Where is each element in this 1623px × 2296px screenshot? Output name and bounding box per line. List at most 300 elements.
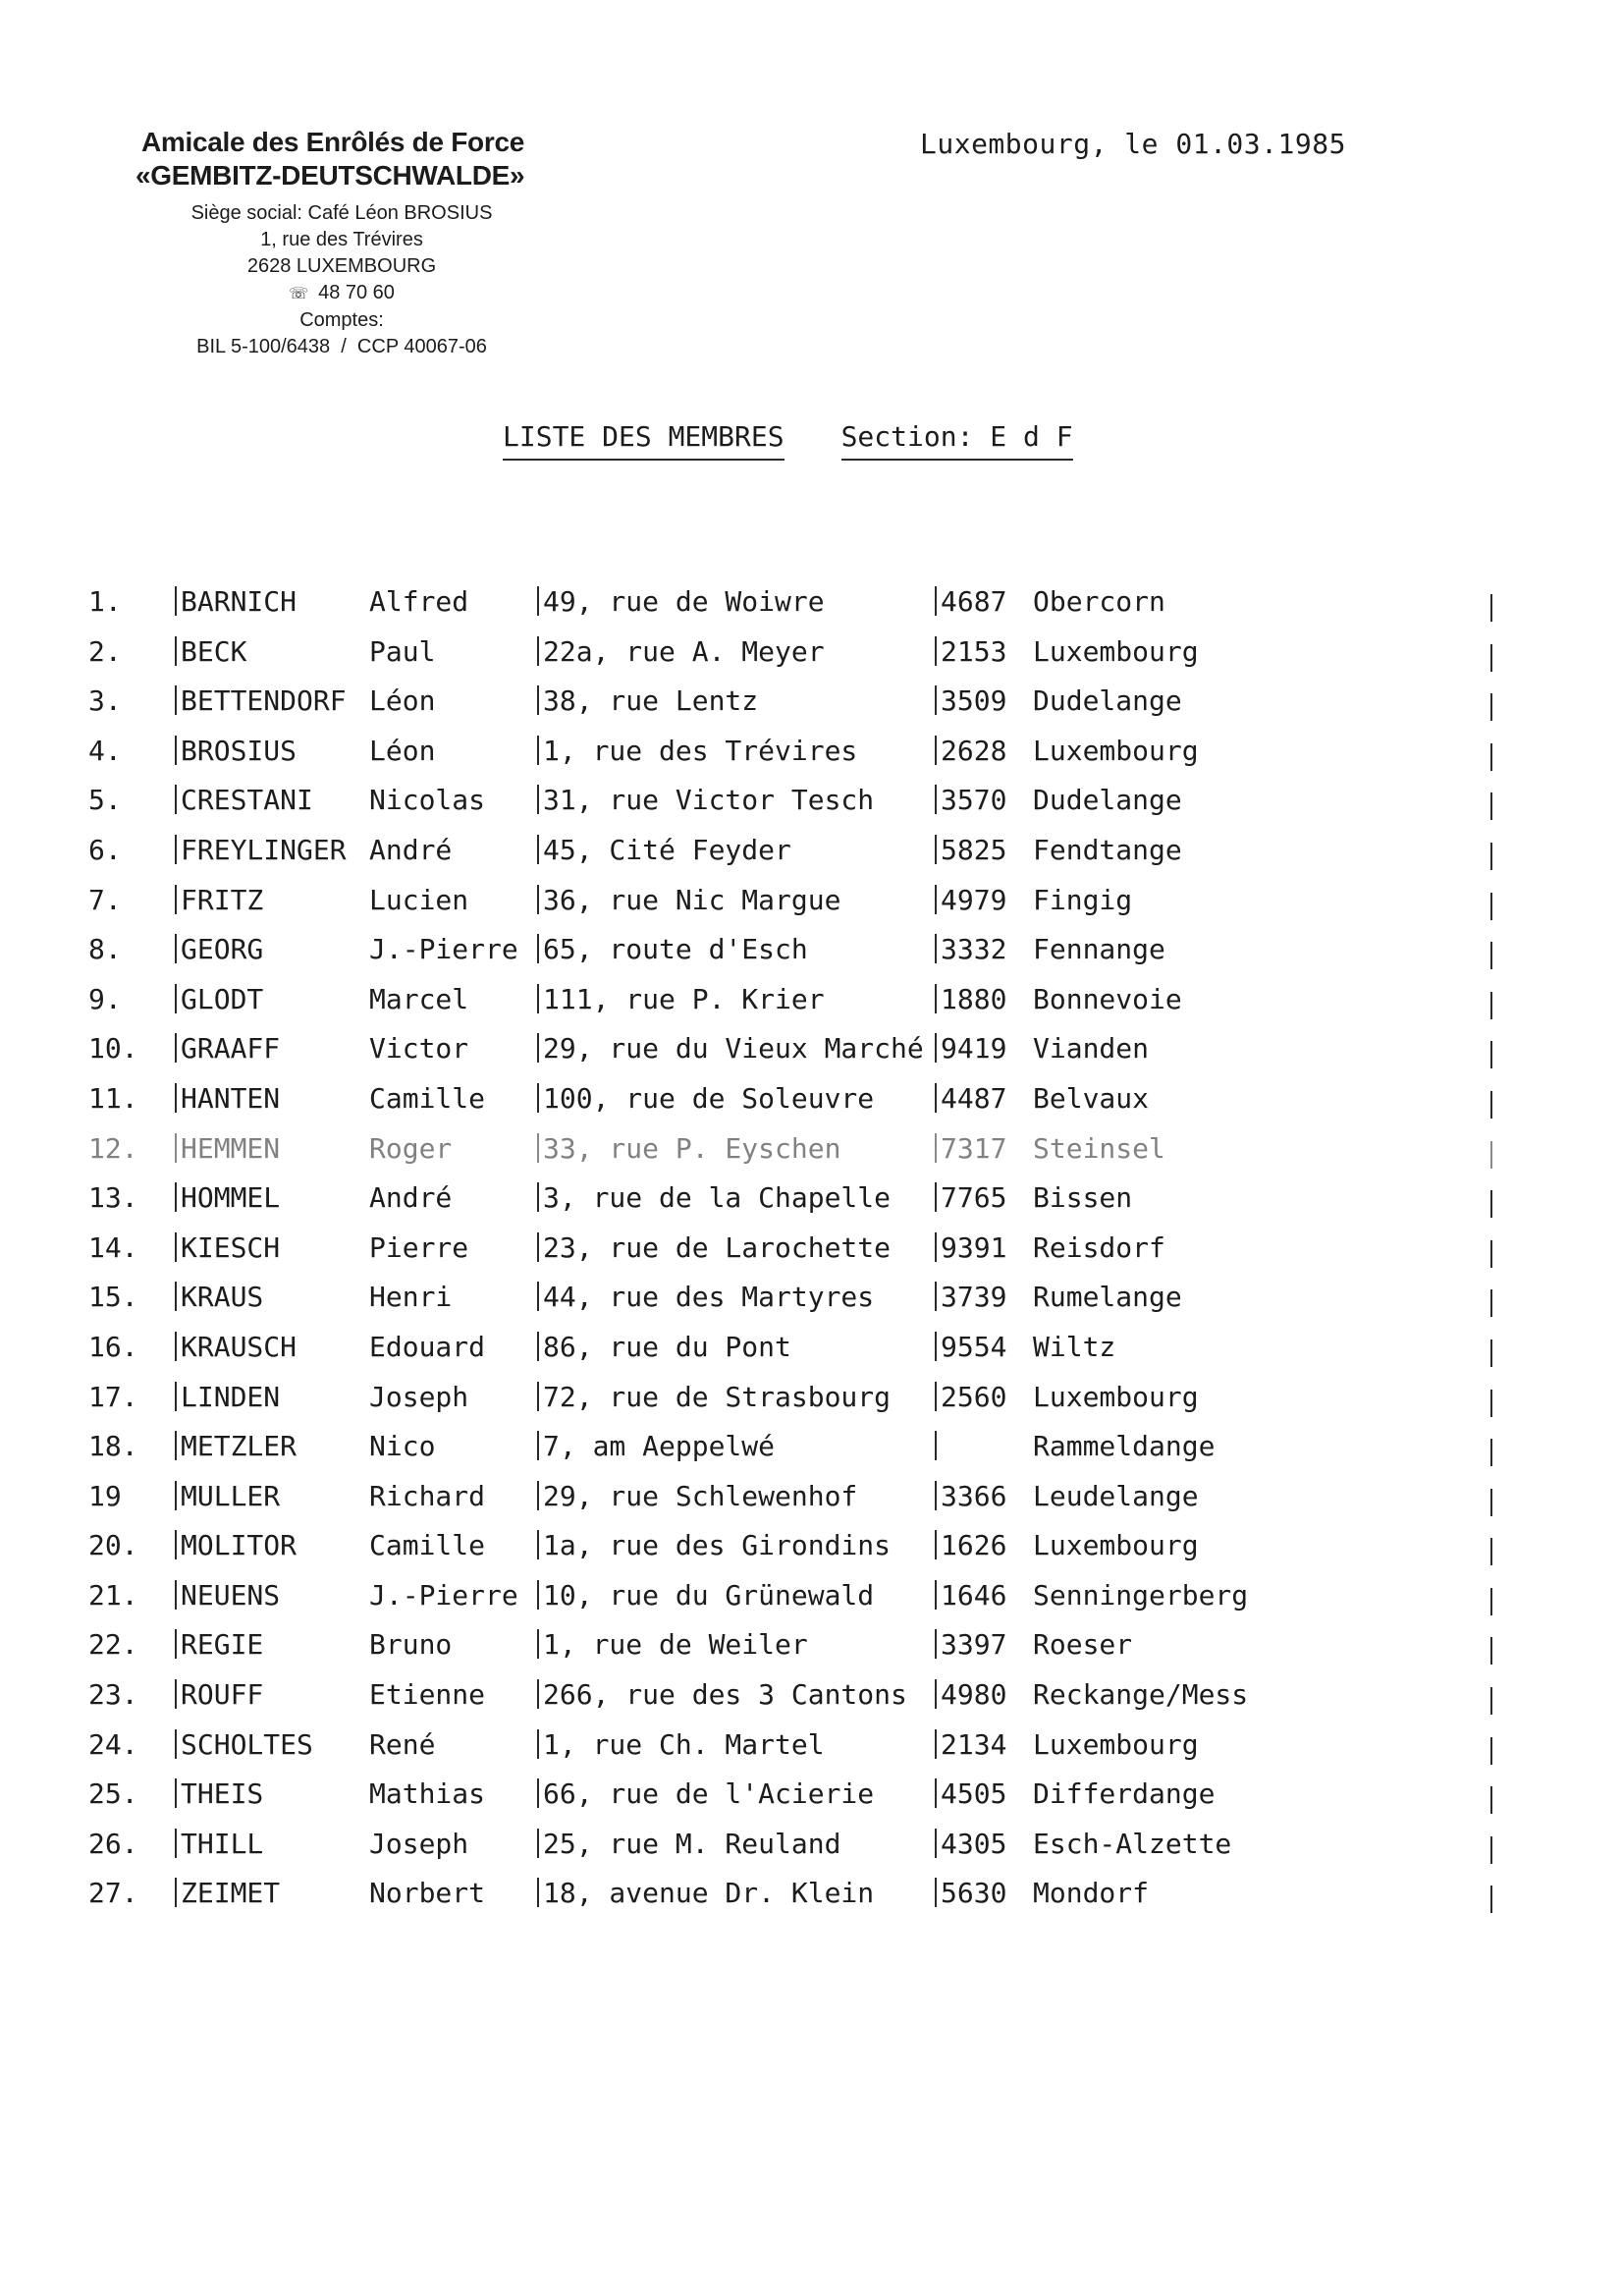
member-number bbox=[88, 1725, 138, 1765]
row-end-mark bbox=[1490, 1390, 1492, 1417]
member-street-text: 33, rue P. Eyschen bbox=[543, 1131, 841, 1165]
member-last-name bbox=[175, 1725, 313, 1765]
member-last-name-text: SCHOLTES bbox=[181, 1727, 313, 1761]
member-row bbox=[88, 682, 1512, 732]
member-last-name bbox=[175, 1675, 263, 1715]
address-line: 2628 LUXEMBOURG bbox=[246, 255, 437, 277]
member-city bbox=[1033, 980, 1182, 1019]
member-number bbox=[88, 930, 122, 969]
member-city-text: Luxembourg bbox=[1033, 734, 1199, 767]
member-street bbox=[537, 1378, 891, 1417]
member-number-text: 3. bbox=[88, 684, 122, 718]
column-separator bbox=[537, 1580, 539, 1610]
member-first-name-text: Pierre bbox=[369, 1230, 469, 1264]
member-row bbox=[88, 582, 1512, 632]
column-separator bbox=[537, 1481, 539, 1510]
row-end-mark bbox=[1490, 1836, 1492, 1864]
member-city bbox=[1033, 881, 1132, 920]
column-separator bbox=[935, 586, 937, 616]
member-city bbox=[1033, 1477, 1199, 1516]
row-end-mark bbox=[1490, 1489, 1492, 1516]
member-number bbox=[88, 980, 122, 1019]
member-last-name bbox=[175, 1229, 280, 1268]
column-separator bbox=[935, 835, 937, 864]
member-first-name-text: Marcel bbox=[369, 982, 469, 1015]
member-number bbox=[88, 1825, 138, 1864]
member-row bbox=[88, 1178, 1512, 1229]
member-row bbox=[88, 1874, 1512, 1924]
member-postcode bbox=[935, 1725, 1006, 1765]
member-city bbox=[1033, 1874, 1149, 1913]
member-number-text: 26. bbox=[88, 1827, 138, 1860]
member-city-text: Dudelange bbox=[1033, 684, 1182, 718]
member-city bbox=[1033, 1526, 1199, 1565]
member-row bbox=[88, 1278, 1512, 1328]
column-separator bbox=[935, 1778, 937, 1808]
member-row bbox=[88, 1477, 1512, 1527]
member-row bbox=[88, 1675, 1512, 1725]
member-street bbox=[537, 1576, 874, 1615]
member-number-text: 15. bbox=[88, 1281, 138, 1314]
member-postcode-text: 4505 bbox=[941, 1777, 1007, 1811]
member-number-text: 10. bbox=[88, 1032, 138, 1066]
member-postcode-text: 3739 bbox=[941, 1281, 1007, 1314]
column-separator bbox=[175, 736, 177, 765]
member-city-text: Luxembourg bbox=[1033, 1727, 1199, 1761]
member-postcode-text: 2628 bbox=[941, 734, 1007, 767]
column-separator bbox=[537, 1679, 539, 1709]
member-first-name bbox=[369, 732, 435, 771]
member-postcode-text: 1646 bbox=[941, 1578, 1007, 1612]
member-first-name bbox=[369, 1427, 435, 1466]
member-first-name-text: Nico bbox=[369, 1430, 436, 1463]
row-end-mark bbox=[1490, 1687, 1492, 1715]
member-number bbox=[88, 1576, 138, 1615]
member-first-name-text: Etienne bbox=[369, 1678, 486, 1712]
member-last-name bbox=[175, 1825, 263, 1864]
member-number bbox=[88, 1328, 138, 1367]
member-last-name-text: KIESCH bbox=[181, 1230, 281, 1264]
member-street-text: 86, rue du Pont bbox=[543, 1330, 791, 1363]
column-separator bbox=[537, 1332, 539, 1361]
member-last-name-text: LINDEN bbox=[181, 1380, 281, 1413]
column-separator bbox=[935, 1729, 937, 1759]
member-last-name-text: FREYLINGER bbox=[181, 833, 347, 866]
member-number-text: 11. bbox=[88, 1081, 138, 1115]
member-postcode-text: 3570 bbox=[941, 784, 1007, 817]
member-postcode bbox=[935, 1229, 1006, 1268]
member-city bbox=[1033, 1029, 1149, 1068]
member-row bbox=[88, 781, 1512, 831]
member-postcode-text: 3366 bbox=[941, 1479, 1007, 1512]
member-postcode-text: 4980 bbox=[941, 1678, 1007, 1712]
member-postcode-text: 2560 bbox=[941, 1380, 1007, 1413]
member-street bbox=[537, 1427, 775, 1466]
column-separator bbox=[175, 1232, 177, 1262]
member-row bbox=[88, 1328, 1512, 1378]
member-last-name bbox=[175, 632, 246, 672]
member-number-text: 12. bbox=[88, 1131, 138, 1165]
column-separator bbox=[175, 885, 177, 914]
member-row bbox=[88, 732, 1512, 782]
member-street-text: 49, rue de Woiwre bbox=[543, 585, 825, 618]
member-first-name bbox=[369, 1278, 452, 1317]
member-last-name bbox=[175, 831, 347, 870]
member-number bbox=[88, 1129, 138, 1169]
column-separator bbox=[935, 1530, 937, 1559]
member-city-text: Steinsel bbox=[1033, 1131, 1165, 1165]
member-street-text: 38, rue Lentz bbox=[543, 684, 759, 718]
member-last-name bbox=[175, 732, 297, 771]
column-separator bbox=[175, 636, 177, 666]
column-separator bbox=[935, 984, 937, 1013]
member-street bbox=[537, 881, 840, 920]
member-last-name-text: KRAUSCH bbox=[181, 1330, 298, 1363]
member-last-name bbox=[175, 1029, 280, 1068]
member-number-text: 19 bbox=[88, 1479, 122, 1512]
column-separator bbox=[935, 736, 937, 765]
member-street bbox=[537, 1775, 874, 1814]
member-postcode-text: 4305 bbox=[941, 1827, 1007, 1860]
row-end-mark bbox=[1490, 1737, 1492, 1765]
member-postcode bbox=[935, 1625, 1006, 1665]
member-number-text: 6. bbox=[88, 833, 122, 866]
member-first-name-text: Joseph bbox=[369, 1827, 469, 1860]
column-separator bbox=[935, 785, 937, 814]
column-separator bbox=[935, 1382, 937, 1411]
row-end-mark bbox=[1490, 942, 1492, 969]
row-end-mark bbox=[1490, 1637, 1492, 1665]
member-number bbox=[88, 1874, 138, 1913]
member-last-name bbox=[175, 582, 297, 622]
member-postcode-text: 4687 bbox=[941, 585, 1007, 618]
member-last-name bbox=[175, 1427, 297, 1466]
column-separator bbox=[537, 1232, 539, 1262]
member-row bbox=[88, 1029, 1512, 1079]
column-separator bbox=[175, 785, 177, 814]
member-first-name-text: Edouard bbox=[369, 1330, 486, 1363]
row-end-mark bbox=[1490, 1439, 1492, 1466]
row-end-mark bbox=[1490, 1339, 1492, 1367]
column-separator bbox=[935, 1282, 937, 1311]
member-postcode bbox=[935, 632, 1006, 672]
member-first-name bbox=[369, 881, 468, 920]
member-last-name-text: GLODT bbox=[181, 982, 264, 1015]
member-last-name-text: METZLER bbox=[181, 1430, 298, 1463]
member-number bbox=[88, 1378, 138, 1417]
column-separator bbox=[175, 1083, 177, 1113]
member-street bbox=[537, 1526, 891, 1565]
address-line: Siège social: Café Léon BROSIUS bbox=[190, 202, 493, 224]
member-street-text: 1a, rue des Girondins bbox=[543, 1529, 892, 1562]
column-separator bbox=[935, 1033, 937, 1063]
member-street bbox=[537, 1874, 874, 1913]
member-number-text: 14. bbox=[88, 1230, 138, 1264]
member-street bbox=[537, 1328, 791, 1367]
row-end-mark bbox=[1490, 693, 1492, 721]
member-street-text: 31, rue Victor Tesch bbox=[543, 784, 875, 817]
member-number bbox=[88, 1625, 138, 1665]
accounts-label: Comptes: bbox=[299, 309, 384, 331]
member-row bbox=[88, 930, 1512, 980]
member-street bbox=[537, 582, 825, 622]
member-last-name bbox=[175, 881, 263, 920]
row-end-mark bbox=[1490, 1041, 1492, 1068]
column-separator bbox=[537, 934, 539, 963]
row-end-mark bbox=[1490, 793, 1492, 820]
letterhead bbox=[135, 126, 548, 360]
column-separator bbox=[175, 1431, 177, 1460]
column-separator bbox=[537, 1778, 539, 1808]
member-city-text: Obercorn bbox=[1033, 585, 1165, 618]
member-city bbox=[1033, 1328, 1115, 1367]
member-postcode bbox=[935, 1378, 1006, 1417]
member-number-text: 1. bbox=[88, 585, 122, 618]
member-postcode bbox=[935, 1775, 1006, 1814]
member-number bbox=[88, 1278, 138, 1317]
member-street-text: 3, rue de la Chapelle bbox=[543, 1181, 892, 1215]
member-first-name bbox=[369, 1378, 468, 1417]
member-last-name-text: GRAAFF bbox=[181, 1032, 281, 1066]
member-row bbox=[88, 1378, 1512, 1428]
member-first-name-text: Léon bbox=[369, 734, 436, 767]
member-row bbox=[88, 881, 1512, 931]
member-street-text: 18, avenue Dr. Klein bbox=[543, 1877, 875, 1910]
member-city-text: Esch-Alzette bbox=[1033, 1827, 1232, 1860]
member-first-name-text: Roger bbox=[369, 1131, 453, 1165]
member-postcode-text: 4487 bbox=[941, 1081, 1007, 1115]
member-street-text: 266, rue des 3 Cantons bbox=[543, 1678, 907, 1712]
member-last-name-text: THEIS bbox=[181, 1777, 264, 1811]
member-postcode bbox=[935, 1477, 1006, 1516]
member-number-text: 4. bbox=[88, 734, 122, 767]
member-first-name bbox=[369, 980, 468, 1019]
row-end-mark bbox=[1490, 1538, 1492, 1565]
member-last-name-text: ZEIMET bbox=[181, 1877, 281, 1910]
member-street bbox=[537, 632, 825, 672]
member-city bbox=[1033, 930, 1165, 969]
member-first-name-text: Henri bbox=[369, 1281, 453, 1314]
member-last-name-text: GEORG bbox=[181, 933, 264, 966]
member-first-name bbox=[369, 1675, 485, 1715]
member-street-text: 44, rue des Martyres bbox=[543, 1281, 875, 1314]
member-postcode-text: 7765 bbox=[941, 1181, 1007, 1215]
member-first-name bbox=[369, 1576, 518, 1615]
row-end-mark bbox=[1490, 1588, 1492, 1615]
member-city bbox=[1033, 632, 1199, 672]
member-first-name bbox=[369, 1775, 485, 1814]
column-separator bbox=[175, 1282, 177, 1311]
column-separator bbox=[935, 1332, 937, 1361]
column-separator bbox=[537, 736, 539, 765]
member-number-text: 27. bbox=[88, 1877, 138, 1910]
member-first-name-text: Alfred bbox=[369, 585, 469, 618]
member-street bbox=[537, 732, 857, 771]
member-first-name bbox=[369, 831, 452, 870]
member-number bbox=[88, 1775, 138, 1814]
row-end-mark bbox=[1490, 1091, 1492, 1119]
member-last-name bbox=[175, 1378, 280, 1417]
member-city bbox=[1033, 582, 1165, 622]
member-first-name bbox=[369, 781, 485, 820]
member-city bbox=[1033, 831, 1182, 870]
member-row bbox=[88, 980, 1512, 1030]
column-separator bbox=[537, 1282, 539, 1311]
member-number-text: 8. bbox=[88, 933, 122, 966]
member-city bbox=[1033, 1378, 1199, 1417]
member-city bbox=[1033, 1775, 1215, 1814]
member-first-name bbox=[369, 930, 518, 969]
list-title: LISTE DES MEMBRES bbox=[503, 420, 784, 461]
member-city-text: Differdange bbox=[1033, 1777, 1216, 1811]
member-postcode bbox=[935, 1874, 1006, 1913]
member-city-text: Luxembourg bbox=[1033, 1380, 1199, 1413]
member-last-name-text: BETTENDORF bbox=[181, 684, 347, 718]
row-end-mark bbox=[1490, 743, 1492, 771]
column-separator bbox=[537, 1530, 539, 1559]
member-row bbox=[88, 1526, 1512, 1576]
member-last-name bbox=[175, 682, 347, 721]
member-first-name-text: Bruno bbox=[369, 1628, 453, 1662]
column-separator bbox=[537, 984, 539, 1013]
column-separator bbox=[537, 1629, 539, 1659]
column-separator bbox=[935, 934, 937, 963]
member-postcode bbox=[935, 1129, 1006, 1169]
member-postcode-text: 1880 bbox=[941, 982, 1007, 1015]
member-first-name bbox=[369, 682, 435, 721]
member-first-name-text: Lucien bbox=[369, 883, 469, 916]
column-separator bbox=[175, 1133, 177, 1163]
member-number-text: 25. bbox=[88, 1777, 138, 1811]
member-street bbox=[537, 930, 808, 969]
member-city-text: Dudelange bbox=[1033, 784, 1182, 817]
member-postcode bbox=[935, 1328, 1006, 1367]
member-city bbox=[1033, 732, 1199, 771]
member-row bbox=[88, 1576, 1512, 1626]
member-last-name-text: BARNICH bbox=[181, 585, 298, 618]
column-separator bbox=[935, 685, 937, 715]
column-separator bbox=[935, 636, 937, 666]
member-number bbox=[88, 1477, 122, 1516]
section-label: Section: E d F bbox=[841, 420, 1073, 461]
member-city bbox=[1033, 682, 1182, 721]
member-postcode-text: 1626 bbox=[941, 1529, 1007, 1562]
member-city-text: Senningerberg bbox=[1033, 1578, 1249, 1612]
row-end-mark bbox=[1490, 1886, 1492, 1913]
member-first-name-text: J.-Pierre bbox=[369, 933, 518, 966]
member-first-name bbox=[369, 1029, 468, 1068]
member-number bbox=[88, 831, 122, 870]
column-separator bbox=[935, 1232, 937, 1262]
address-line: 1, rue des Trévires bbox=[260, 229, 423, 250]
row-end-mark bbox=[1490, 1240, 1492, 1268]
column-separator bbox=[935, 1829, 937, 1858]
member-street bbox=[537, 831, 791, 870]
member-street-text: 1, rue des Trévires bbox=[543, 734, 858, 767]
member-street-text: 29, rue du Vieux Marché bbox=[543, 1032, 924, 1066]
column-separator bbox=[537, 1382, 539, 1411]
member-number-text: 23. bbox=[88, 1678, 138, 1712]
member-number-text: 17. bbox=[88, 1380, 138, 1413]
member-first-name-text: André bbox=[369, 833, 453, 866]
row-end-mark bbox=[1490, 1190, 1492, 1218]
accounts-numbers: BIL 5-100/6438 / CCP 40067-06 bbox=[196, 336, 487, 357]
member-street bbox=[537, 1725, 825, 1765]
member-last-name-text: BROSIUS bbox=[181, 734, 298, 767]
phone-line bbox=[135, 280, 548, 307]
member-number-text: 21. bbox=[88, 1578, 138, 1612]
member-row bbox=[88, 1129, 1512, 1179]
column-separator bbox=[175, 1878, 177, 1907]
member-street bbox=[537, 1278, 874, 1317]
member-first-name bbox=[369, 1178, 452, 1218]
member-number-text: 5. bbox=[88, 784, 122, 817]
member-street-text: 36, rue Nic Margue bbox=[543, 883, 841, 916]
member-city bbox=[1033, 1229, 1165, 1268]
member-row bbox=[88, 1229, 1512, 1279]
member-last-name-text: BECK bbox=[181, 634, 247, 668]
member-first-name bbox=[369, 1079, 485, 1119]
member-city-text: Reckange/Mess bbox=[1033, 1678, 1249, 1712]
member-city-text: Reisdorf bbox=[1033, 1230, 1165, 1264]
member-city-text: Wiltz bbox=[1033, 1330, 1116, 1363]
column-separator bbox=[175, 1033, 177, 1063]
column-separator bbox=[537, 1033, 539, 1063]
member-street bbox=[537, 980, 825, 1019]
row-end-mark bbox=[1490, 1141, 1492, 1169]
member-last-name-text: ROUFF bbox=[181, 1678, 264, 1712]
telephone-icon: ☏ bbox=[289, 286, 309, 302]
member-number bbox=[88, 632, 122, 672]
member-number-text: 22. bbox=[88, 1628, 138, 1662]
member-postcode bbox=[935, 980, 1006, 1019]
member-first-name bbox=[369, 1825, 468, 1864]
member-last-name bbox=[175, 1477, 280, 1516]
column-separator bbox=[935, 885, 937, 914]
member-number bbox=[88, 1079, 138, 1119]
member-postcode-text: 2134 bbox=[941, 1727, 1007, 1761]
member-street-text: 72, rue de Strasbourg bbox=[543, 1380, 892, 1413]
member-street bbox=[537, 1178, 891, 1218]
member-last-name bbox=[175, 1129, 280, 1169]
member-city-text: Rumelange bbox=[1033, 1281, 1182, 1314]
member-number-text: 24. bbox=[88, 1727, 138, 1761]
member-city bbox=[1033, 1625, 1132, 1665]
column-separator bbox=[935, 1083, 937, 1113]
member-last-name-text: NEUENS bbox=[181, 1578, 281, 1612]
member-street-text: 66, rue de l'Acierie bbox=[543, 1777, 875, 1811]
column-separator bbox=[537, 1878, 539, 1907]
member-postcode-text: 4979 bbox=[941, 883, 1007, 916]
member-postcode-text: 3397 bbox=[941, 1628, 1007, 1662]
member-city bbox=[1033, 1675, 1248, 1715]
row-end-mark bbox=[1490, 893, 1492, 920]
member-postcode-text: 7317 bbox=[941, 1131, 1007, 1165]
member-last-name-text: KRAUS bbox=[181, 1281, 264, 1314]
member-street-text: 23, rue de Larochette bbox=[543, 1230, 892, 1264]
member-street bbox=[537, 1229, 891, 1268]
column-separator bbox=[175, 1332, 177, 1361]
member-row bbox=[88, 1625, 1512, 1675]
column-separator bbox=[175, 1679, 177, 1709]
column-separator bbox=[175, 1481, 177, 1510]
member-last-name bbox=[175, 980, 263, 1019]
member-last-name bbox=[175, 781, 313, 820]
organization-name: Amicale des Enrôlés de Force bbox=[141, 127, 524, 157]
member-city bbox=[1033, 1178, 1132, 1218]
member-postcode-text: 5630 bbox=[941, 1877, 1007, 1910]
member-last-name-text: REGIE bbox=[181, 1628, 264, 1662]
